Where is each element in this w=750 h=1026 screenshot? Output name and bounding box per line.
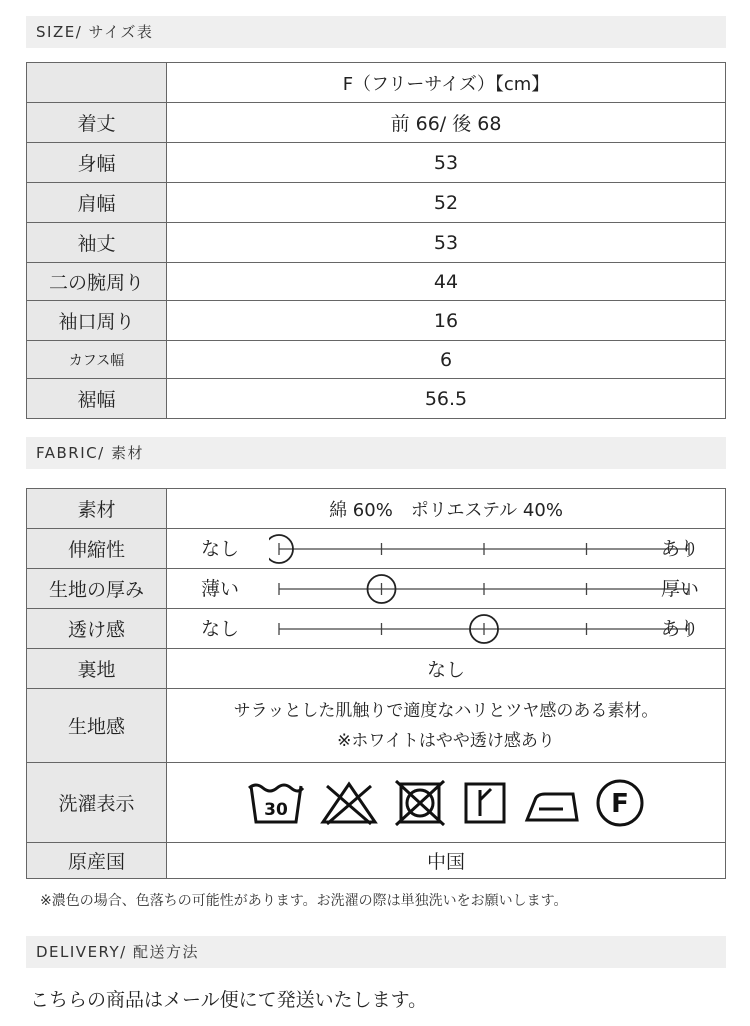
sheerness-scale [167, 609, 726, 649]
size-table [26, 62, 726, 419]
size-row-value: 56.5 [167, 379, 726, 419]
wash-temp-text: 30 [264, 799, 288, 820]
sheerness-scale-track [269, 610, 699, 648]
size-row-label: 肩幅 [27, 183, 167, 223]
size-row [27, 223, 726, 263]
feel-line-1: サラッとした肌触りで適度なハリとツヤ感のある素材。 [233, 700, 659, 721]
size-row-label: 袖口周り [27, 301, 167, 341]
size-section-heading: SIZE/ サイズ表 [26, 16, 726, 48]
size-row-value: 前 66/ 後 68 [167, 103, 726, 143]
size-row-value: 44 [167, 263, 726, 301]
thickness-label: 生地の厚み [27, 569, 167, 609]
origin-label: 原産国 [27, 843, 167, 879]
sheerness-scale-max: あり [660, 617, 699, 640]
size-row-value: 16 [167, 301, 726, 341]
lining-value: なし [167, 649, 726, 689]
size-row-label: 身幅 [27, 143, 167, 183]
size-row [27, 379, 726, 419]
delivery-section-heading: DELIVERY/ 配送方法 [26, 936, 726, 968]
no-bleach-icon [319, 780, 379, 826]
sheerness-scale-min: なし [201, 617, 240, 640]
size-row-label: 袖丈 [27, 223, 167, 263]
stretch-label: 伸縮性 [27, 529, 167, 569]
size-row-label: カフス幅 [27, 341, 167, 379]
size-column-header: F（フリーサイズ）【cm】 [167, 63, 726, 103]
wash-30-icon [247, 780, 305, 826]
no-tumble-dry-icon [393, 780, 447, 826]
thickness-scale-max: 厚い [660, 577, 699, 600]
lining-label: 裏地 [27, 649, 167, 689]
size-row [27, 301, 726, 341]
stretch-scale-min: なし [201, 537, 240, 560]
size-row-label: 着丈 [27, 103, 167, 143]
care-note: ※濃色の場合、色落ちの可能性があります。お洗濯の際は単独洗いをお願いします。 [40, 893, 568, 909]
material-value: 綿 60% ポリエステル 40% [167, 489, 726, 529]
origin-value: 中国 [167, 843, 726, 879]
fabric-table [26, 488, 726, 879]
size-row-label: 裾幅 [27, 379, 167, 419]
care-label: 洗濯表示 [27, 763, 167, 843]
stretch-scale-track [269, 530, 699, 568]
thickness-scale-min: 薄い [201, 577, 240, 600]
fabric-section-heading: FABRIC/ 素材 [26, 437, 726, 469]
dry-clean-f-icon [595, 778, 645, 828]
stretch-scale [167, 529, 726, 569]
dry-clean-letter: F [611, 788, 629, 819]
size-row [27, 143, 726, 183]
size-row-label: 二の腕周り [27, 263, 167, 301]
material-label: 素材 [27, 489, 167, 529]
thickness-scale [167, 569, 726, 609]
size-row-value: 52 [167, 183, 726, 223]
feel-description [167, 689, 726, 763]
size-row [27, 103, 726, 143]
iron-low-icon [523, 780, 581, 826]
size-row [27, 183, 726, 223]
delivery-text: こちらの商品はメール便にて発送いたします。 [30, 989, 428, 1011]
size-row [27, 341, 726, 379]
size-table-corner [27, 63, 167, 103]
thickness-scale-track [269, 570, 699, 608]
size-row-value: 53 [167, 223, 726, 263]
care-symbols [167, 763, 726, 843]
feel-label: 生地感 [27, 689, 167, 763]
stretch-scale-max: あり [660, 537, 699, 560]
size-row [27, 263, 726, 301]
feel-line-2: ※ホワイトはやや透け感あり [337, 730, 555, 751]
size-row-value: 6 [167, 341, 726, 379]
size-row-value: 53 [167, 143, 726, 183]
sheerness-label: 透け感 [27, 609, 167, 649]
line-dry-icon [461, 780, 509, 826]
